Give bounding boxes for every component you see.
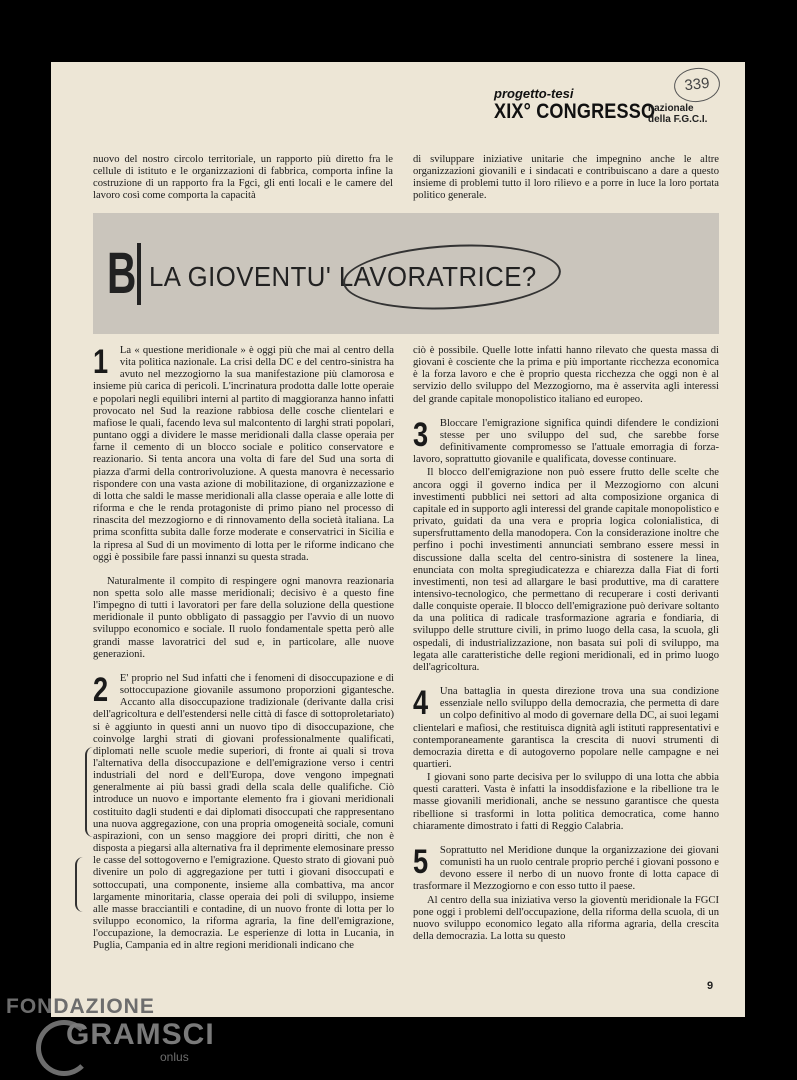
watermark-text: onlus [160, 1050, 189, 1064]
handwritten-circle-mark [341, 239, 562, 314]
paragraph: Bloccare l'emigrazione significa quindi difendere le condizioni stesse per uno sviluppo del sud, che sarebbe forse definitivamente compromesso se l'attuale emorragia di forza-lavoro, soprattutto giovanile e qualificata, dovesse continuare. [413, 417, 719, 466]
paragraph: La « questione meridionale » è oggi più che mai al centro della vita politica nazionale. La crisi della DC e del centro-sinistra ha avuto nel mezzogiorno la sua manifestazione più clamorosa e insieme più carica di pericoli. L'incrinatura prodotta dalle lotte operaie e popolari negli equilibri interni al partito di maggioranza hanno infatti provocato nel Sud la reazione rabbiosa delle cosche clientelari e mafiose le quali, facendo leva sul malcontento di larghi strati popolari, puntano oggi a dividere le masse meridionali dalla classe operaia per farne il cemento di un blocco sociale e politico conservatore e reazionario. Si tenta ancora una volta di fare del Sud una sorta di piazza d'armi della controrivoluzione. A questa manovra è necessario rispondere con una vasta azione di mobilitazione, di organizzazione e di lotta che saldi le masse meridionali alla classe operaia e alle lotte di riforma e che le renda protagoniste di primo piano nel processo di rinascita del mezzogiorno e di rinnovamento della società italiana. La prima sconfitta subita dalle forze moderate e conservatrici in Sicilia e la ripresa al Sud di un movimento di lotta per le riforme indicano che oggi è possibile fare passi innanzi su questa strada. [93, 345, 394, 563]
watermark-text: GRAMSCI [66, 1018, 215, 1051]
header-fgci-line: della F.G.C.I. [648, 114, 708, 125]
page-number: 9 [707, 980, 714, 992]
header-title: XIX° CONGRESSO [494, 100, 656, 123]
section-number: 1 [93, 343, 109, 381]
header-subtitle: progetto-tesi [494, 86, 574, 101]
handwritten-bracket-mark [85, 747, 93, 837]
paragraph: I giovani sono parte decisiva per lo sviluppo di una lotta che abbia questi caratteri. Vasta è infatti la insoddisfazione e la ribellione tra le masse giovanili meridionali, anche se nessuno garantisce che questa ribellione si trasformi in lotta politica democratica, come hanno chiaramente dimostrato i fatti di Reggio Calabria. [413, 772, 719, 832]
section-number: 2 [93, 670, 109, 709]
main-left-column [93, 345, 394, 953]
handwritten-bracket-mark [75, 857, 83, 912]
paragraph: Al centro della sua iniziativa verso la gioventù meridionale la FGCI pone oggi i problemi dell'occupazione, della riforma della scuola, di un nuovo sviluppo economico legato alla riforma agraria, della crescita della democrazia. La lotta su questo [413, 894, 719, 943]
section-number: 3 [413, 415, 429, 454]
section-number: 4 [413, 684, 429, 723]
watermark-text: FONDAZIONE [6, 995, 155, 1018]
paragraph: Soprattutto nel Meridione dunque la organizzazione dei giovani comunisti ha un ruolo centrale proprio perché i giovani possono e devono essere il nerbo di un nuovo fronte di lotta capace di trasformare il Mezzogiorno e con esso tutto il paese. [413, 844, 719, 893]
main-right-column [413, 345, 719, 943]
paragraph: nuovo del nostro circolo territoriale, un rapporto più diretto fra le cellule di istituto e le organizzazioni di fabbrica, comporta infine la costruzione di un rapporto fra la Fgci, gli enti locali e le camere del lavoro così come comporta la capacità [93, 154, 393, 202]
archive-stamp: 339 [672, 66, 721, 105]
paragraph: Una battaglia in questa direzione trova una sua condizione essenziale nello sviluppo della democrazia, che permetta di dare un colpo definitivo al modo di governare della DC, ai suoi legami clientelari e mafiosi, che restituisca dignità agli istituti rappresentativi e contemporaneamente garantisca la crescita di nuovi strumenti di democrazia diretta e di autogoverno popolare nelle campagne e nei quartieri. [413, 686, 719, 770]
banner-divider [137, 243, 141, 305]
top-right-column [413, 154, 719, 203]
banner-letter: B [107, 241, 137, 306]
section-banner [93, 213, 719, 334]
top-left-column [93, 154, 393, 203]
paragraph: di sviluppare iniziative unitarie che impegnino anche le altre organizzazioni giovanili e i sindacati e contribuiscano a dare a questo insieme di problemi tutto il loro rilievo e a porre in luce la loro portata politico generale. [413, 154, 719, 202]
paragraph: Il blocco dell'emigrazione non può essere frutto delle scelte che ancora oggi il governo indica per il Mezzogiorno con alcuni investimenti pubblici nei settori ad alta composizione organica di capitale ed in supporto agli interessi del grande capitale monopolistico e privato, guidati da una vera e propria logica colonialistica, di supersfruttamento della manodopera. Con la considerazione inoltre che perfino i pochi investimenti annunciati sembrano essere messi in discussione dalla scelta del centro-sinistra di sostenere la linea, enunciata con molta spregiudicatezza e chiarezza dalla Fiat di forti investimenti, non tesi ad allargare le basi produttive, ma di carattere intensivo-tecnologico, che permettano di recuperare i costi derivanti dalle conquiste operaie. Il blocco dell'emigrazione può derivare soltanto da una politica di radicale trasformazione agraria e fondiaria, di sviluppo delle strutture civili, in primo luogo della casa, la scuola, gli ospedali, di industrializzazione, non basata sui poli di sviluppo, ma legata alle caratteristiche delle regioni meridionali, ed in primo luogo dell'agricoltura. [413, 467, 719, 673]
header-nazionale-line: nazionale [648, 103, 694, 114]
paragraph: E' proprio nel Sud infatti che i fenomeni di disoccupazione e di sottoccupazione giovanile assumono proporzioni gigantesche. Accanto alla disoccupazione tradizionale (derivante dalla crisi dell'agricoltura e dell'estendersi nelle città di fasce di sottoproletariato) si è aggiunto in questi anni un nuovo tipo di disoccupazione, che coinvolge larghi strati di giovani professionalmente qualificati, diplomati nelle scuole medie superiori, di fronte ai quali si trova l'alternativa della disoccupazione e dell'emigrazione verso i centri industriali del nord e dell'Europa, dove vengono impegnati generalmente ai più bassi gradi della scala delle qualifiche. Ciò introduce un nuovo e importante elemento fra i giovani meridionali costituito dagli studenti e dai diplomati disoccupati che rappresentano una nuova aggregazione, con una propria omogeneità sociale, comuni aspirazioni, con un senso maggiore dei propri diritti, che non è disposta a piegarsi alla alternativa fra il deprimente elemosinare presso le casse del sottogoverno e l'emigrazione. Questo strato di giovani può divenire un polo di aggregazione per tutti i giovani disoccupati e sottoccupati, una componente, insieme alla combattiva, ma ancor largamente minoritaria, classe operaia dei poli di sviluppo, insieme alle masse bracciantili e contadine, di un nuovo fronte di lotta per lo sviluppo economico, la riforma agraria, la fine dell'emigrazione, l'occupazione, la democrazia. Le esperienze di lotta in Lucania, in Puglia, Campania ed in altre regioni meridionali indicano che [93, 672, 394, 952]
banner-title: LA GIOVENTU' LAVORATRICE? [149, 261, 537, 292]
section-number: 5 [413, 842, 429, 881]
header-nazionale [648, 103, 707, 125]
document-page [51, 62, 745, 1017]
paragraph: ciò è possibile. Quelle lotte infatti hanno rilevato che questa massa di giovani è cosciente che la prima e più importante ricchezza economica è la forza lavoro e che è proprio questa ricchezza che oggi non è al servizio dello sviluppo del Mezzogiorno, ma è asservita agli interessi del grande capitale monopolistico italiano ed europeo. [413, 345, 719, 405]
paragraph: Naturalmente il compito di respingere ogni manovra reazionaria non spetta solo alle masse meridionali; decisivo è a questo fine l'impegno di tutti i lavoratori per fare della soluzione della questione meridionale il punto obbligato di passaggio per l'avvio di un nuovo sviluppo economico e sociale. Il ruolo fondamentale spetta però alle grandi masse lavoratrici del sud e, in particolare, alle nuove generazioni. [93, 575, 394, 660]
